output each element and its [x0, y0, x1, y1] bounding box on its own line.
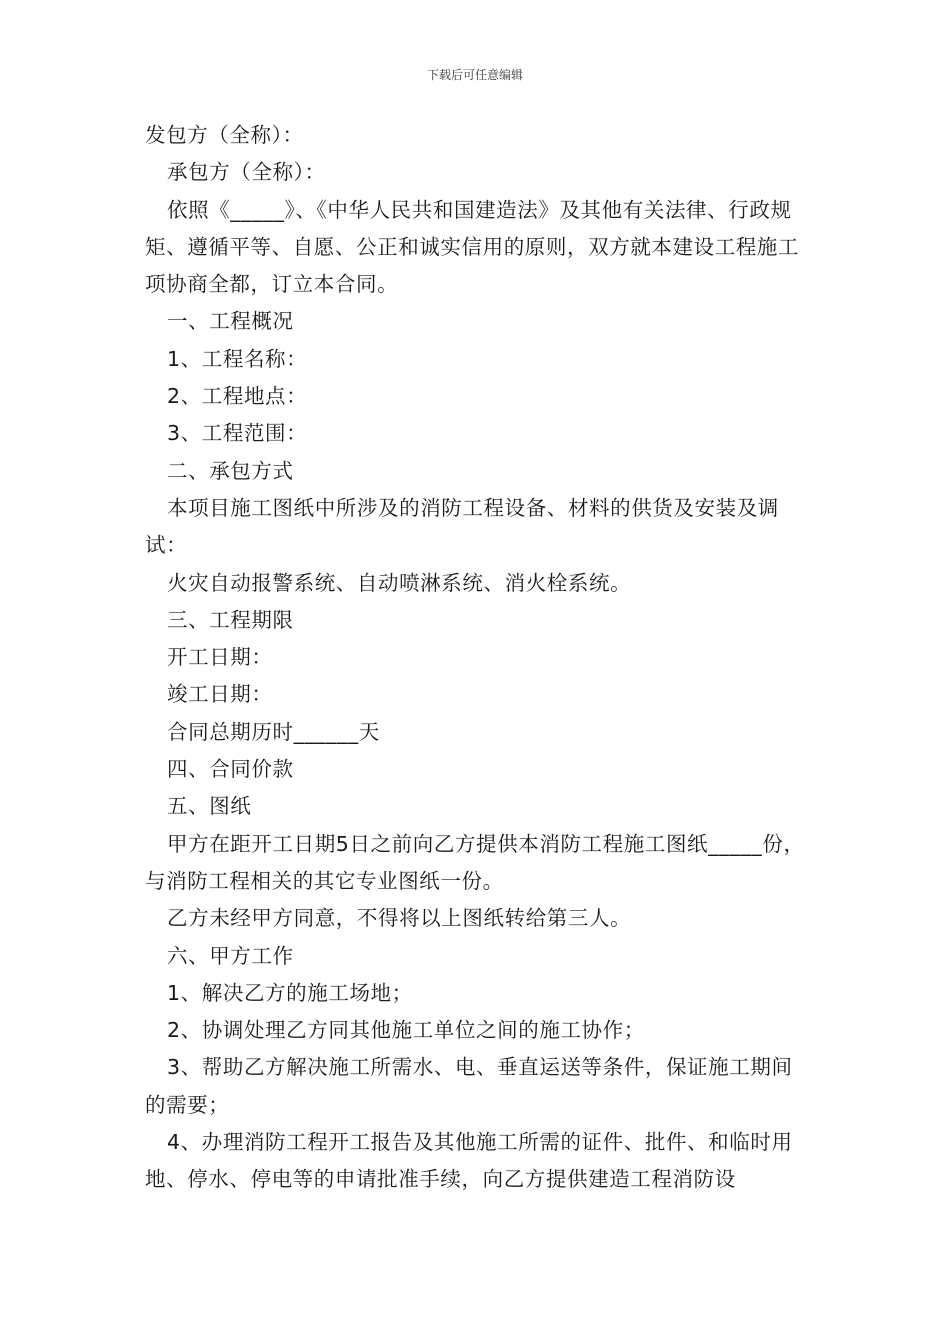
- page-header-note: 下载后可任意编辑: [426, 68, 523, 82]
- item-project-location: 2、工程地点：: [167, 384, 308, 409]
- paragraph-employer: 发包方（全称）：: [145, 123, 304, 147]
- item-party-a-utilities: 3、帮助乙方解决施工所需水、电、垂直运送等条件，保证施工期间的需要；: [145, 1055, 793, 1117]
- item-party-a-permits: 4、办理消防工程开工报告及其他施工所需的证件、批件、和临时用地、停水、停电等的申请批准手续，向乙方提供建造工程消防设: [145, 1130, 793, 1192]
- paragraph-contract-mode: 本项目施工图纸中所涉及的消防工程设备、材料的供货及安装及调试：: [145, 495, 779, 558]
- section-heading-drawings: 五、图纸: [167, 794, 252, 819]
- item-total-duration: 合同总期历时______天: [167, 719, 380, 744]
- item-project-name: 1、工程名称：: [167, 346, 308, 371]
- section-heading-period: 三、工程期限: [167, 607, 294, 632]
- item-party-a-site: 1、解决乙方的施工场地；: [167, 980, 413, 1005]
- item-start-date: 开工日期：: [167, 645, 273, 670]
- paragraph-basis: 依照《_____》、《中华人民共和国建造法》及其他有关法律、行政规矩、遵循平等、自愿、公正和诚实信用的原则，双方就本建设工程施工项协商全都，订立本合同。: [145, 197, 800, 297]
- paragraph-contractor: 承包方（全称）：: [167, 160, 326, 185]
- section-heading-overview: 一、工程概况: [167, 309, 294, 334]
- paragraph-systems: 火灾自动报警系统、自动喷淋系统、消火栓系统。: [167, 570, 632, 595]
- section-heading-contract-mode: 二、承包方式: [167, 458, 294, 483]
- item-project-scope: 3、工程范围：: [167, 421, 308, 446]
- item-completion-date: 竣工日期：: [167, 682, 273, 707]
- item-party-a-coordination: 2、协调处理乙方同其他施工单位之间的施工协作；: [167, 1018, 645, 1043]
- paragraph-drawings-provision: 甲方在距开工日期5日之前向乙方提供本消防工程施工图纸_____份，与消防工程相关的其它专业图纸一份。: [145, 831, 805, 893]
- section-heading-price: 四、合同价款: [167, 757, 294, 782]
- section-heading-party-a-work: 六、甲方工作: [167, 943, 294, 968]
- paragraph-drawings-restriction: 乙方未经甲方同意，不得将以上图纸转给第三人。: [167, 906, 632, 931]
- document-body: [145, 117, 810, 1199]
